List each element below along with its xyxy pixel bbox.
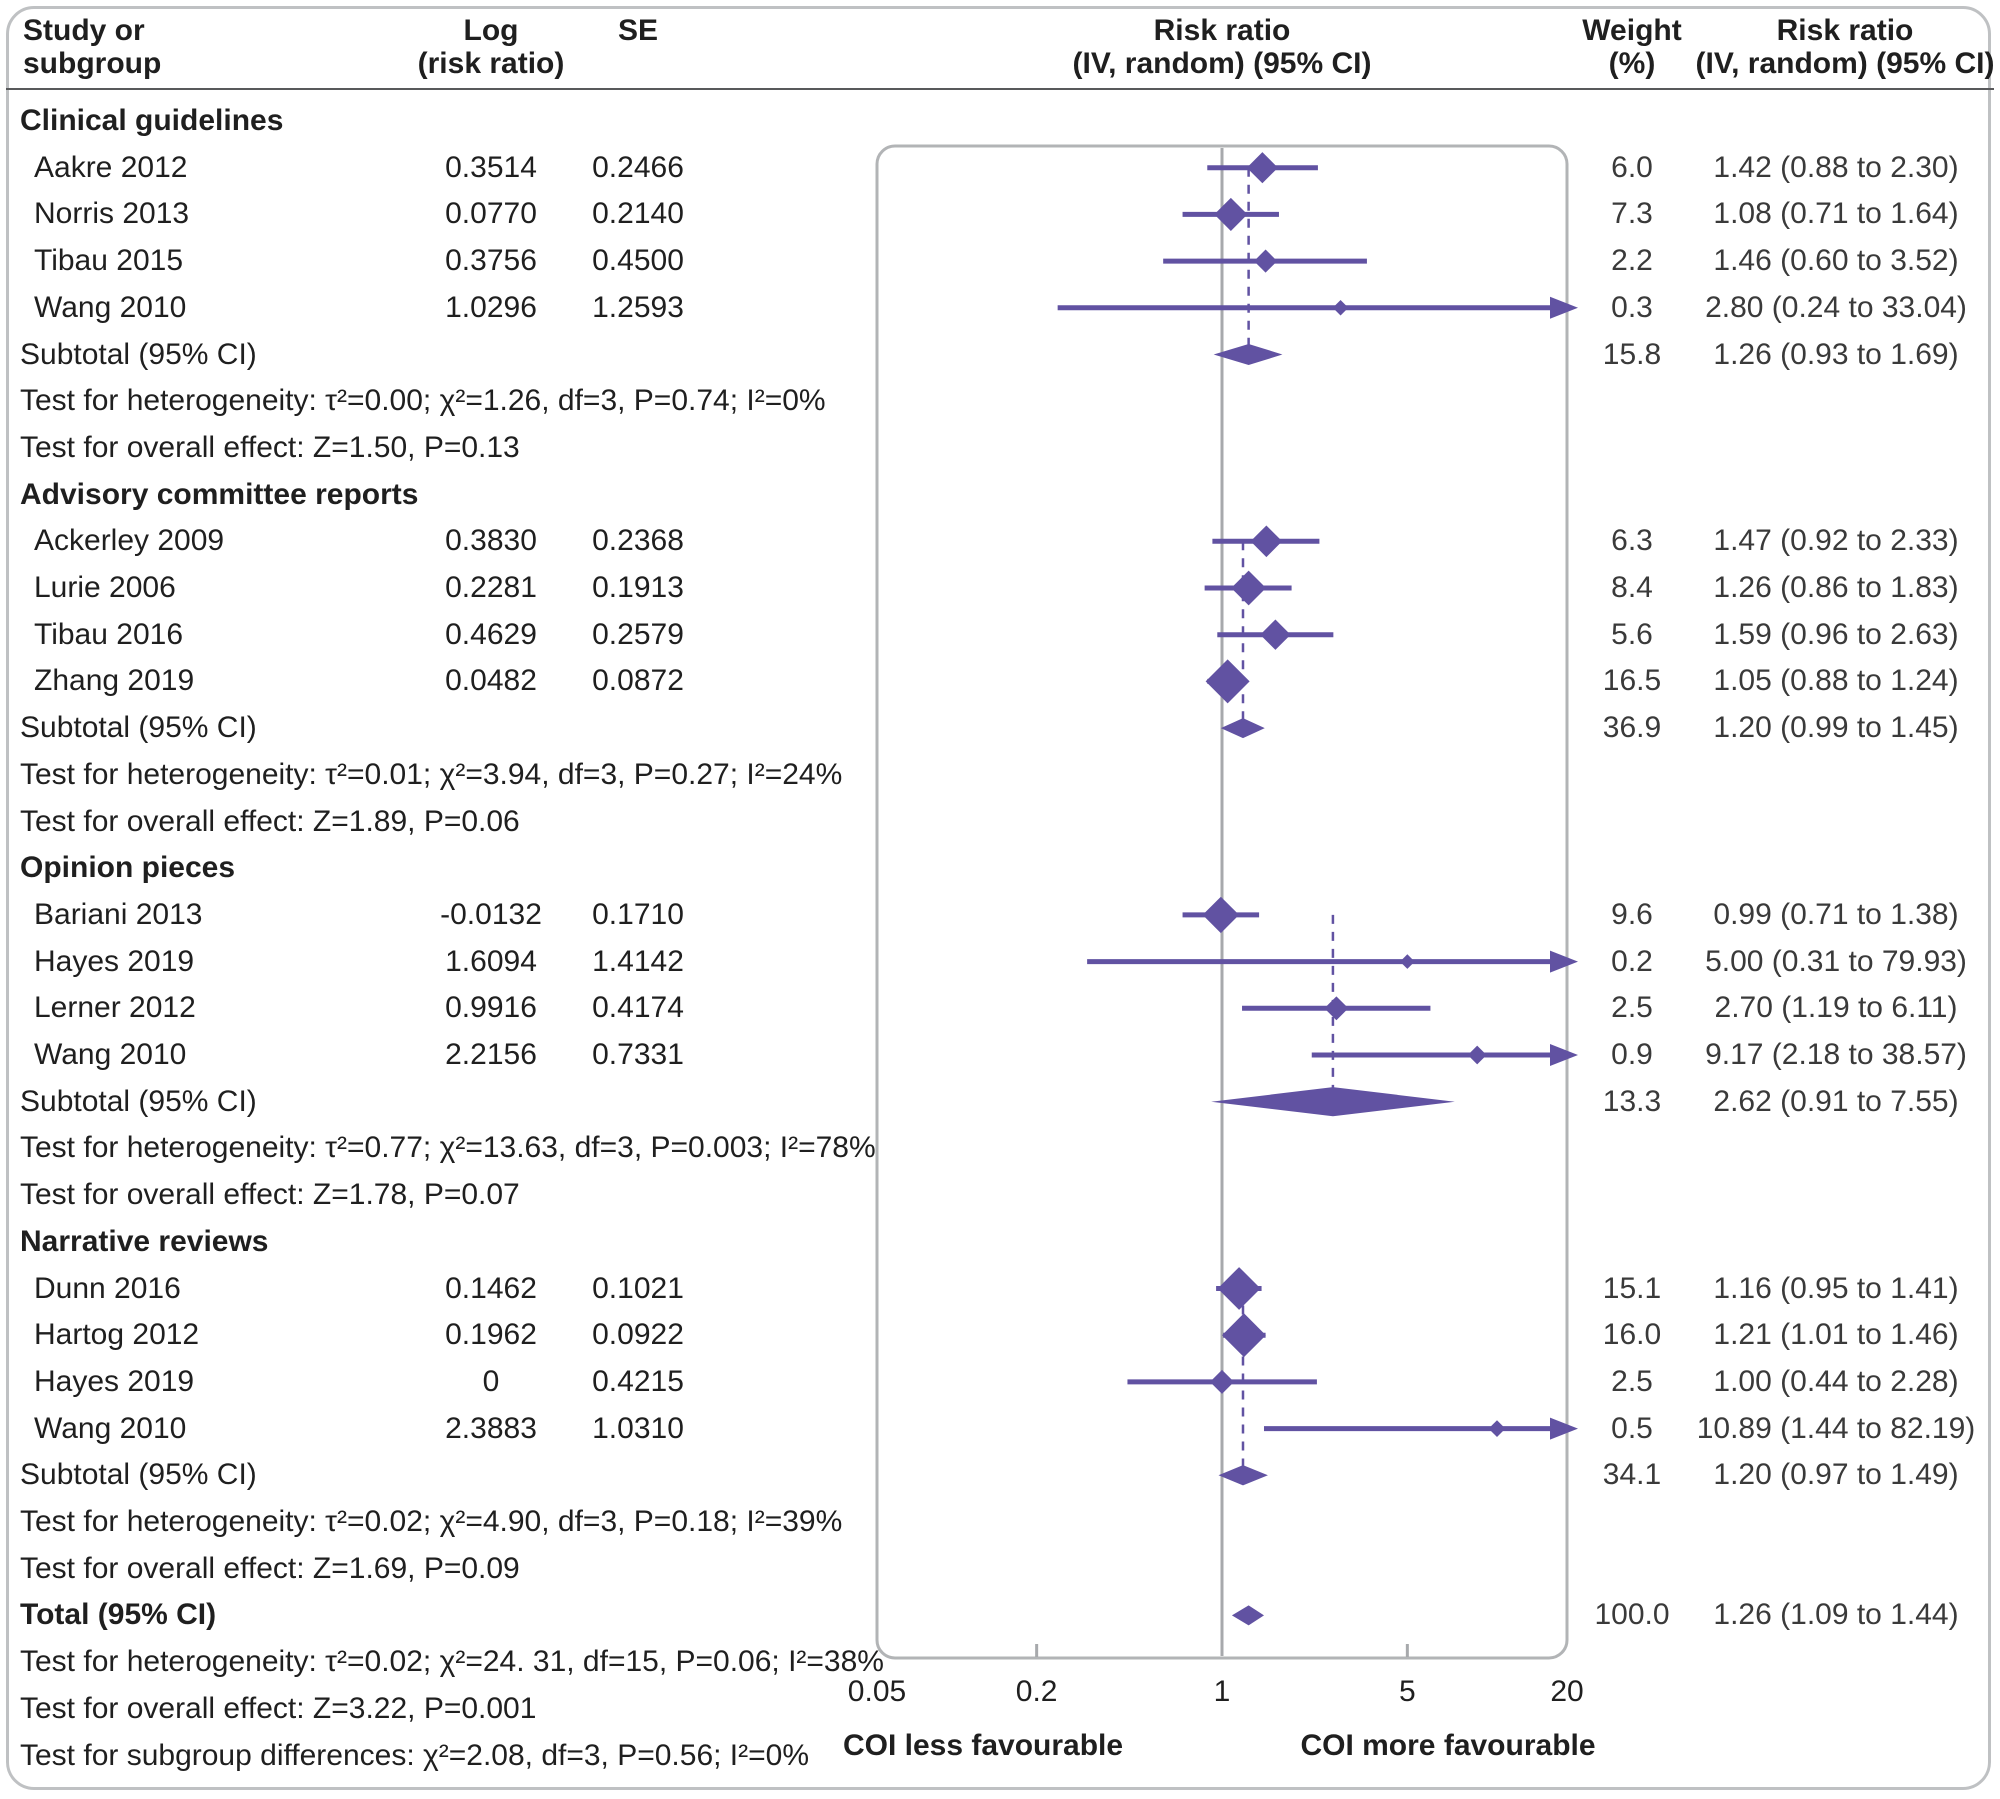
weight-value: 5.6 (1611, 617, 1653, 651)
se-value: 0.1913 (592, 571, 684, 604)
subtotal-pooled-diamond (1218, 1465, 1267, 1485)
se-value: 1.0310 (592, 1411, 684, 1445)
weight-value: 100.0 (1594, 1598, 1670, 1632)
risk-ratio-ci-value: 1.26 (0.86 to 1.83) (1713, 571, 1959, 604)
axis-tick-label: 0.05 (847, 1675, 907, 1708)
axis-tick-label: 0.2 (1015, 1675, 1058, 1708)
log-risk-ratio-value: 0.3756 (445, 244, 537, 278)
row-label: Norris 2013 (34, 197, 190, 231)
statistics-note: Test for overall effect: Z=1.50, P=0.13 (20, 430, 520, 464)
study-point-diamond (1218, 1267, 1261, 1310)
se-value: 0.2466 (592, 150, 684, 184)
row-label: Zhang 2019 (34, 664, 195, 698)
column-header-weight: Weight (1582, 14, 1682, 47)
weight-value: 2.2 (1611, 244, 1653, 278)
study-point-diamond (1251, 526, 1283, 558)
column-header-log: (risk ratio) (417, 47, 565, 80)
column-header-weight: (%) (1608, 47, 1656, 80)
log-risk-ratio-value: 1.6094 (445, 944, 537, 978)
weight-value: 0.3 (1611, 290, 1653, 324)
row-label: Bariani 2013 (34, 897, 203, 931)
subtotal-pooled-diamond (1214, 344, 1283, 365)
log-risk-ratio-value: 0.3514 (445, 150, 537, 184)
weight-value: 6.3 (1611, 524, 1653, 558)
column-header-study: subgroup (23, 47, 162, 80)
se-value: 0.1710 (592, 897, 684, 931)
risk-ratio-ci-value: 1.47 (0.92 to 2.33) (1713, 524, 1959, 558)
row-label: Subtotal (95% CI) (20, 1084, 257, 1118)
row-label: Ackerley 2009 (34, 524, 225, 558)
row-label: Wang 2010 (34, 290, 187, 324)
log-risk-ratio-value: 0.2281 (445, 571, 537, 604)
risk-ratio-ci-value: 2.70 (1.19 to 6.11) (1714, 991, 1958, 1025)
study-point-diamond (1333, 300, 1348, 315)
se-value: 0.4500 (592, 244, 684, 278)
row-label: Hartog 2012 (34, 1318, 200, 1352)
statistics-note: Test for heterogeneity: τ²=0.00; χ²=1.26, df=3, P=0.74; I²=0% (20, 384, 826, 418)
risk-ratio-ci-value: 1.16 (0.95 to 1.41) (1713, 1271, 1959, 1305)
row-label: Total (95% CI) (20, 1598, 217, 1632)
risk-ratio-ci-value: 1.42 (0.88 to 2.30) (1713, 150, 1959, 184)
risk-ratio-ci-value: 1.26 (1.09 to 1.44) (1713, 1598, 1959, 1632)
weight-value: 2.5 (1611, 991, 1653, 1025)
column-header-log: Log (463, 14, 519, 47)
subgroup-heading: Clinical guidelines (20, 104, 284, 137)
row-label: Tibau 2015 (34, 244, 184, 278)
row-label: Subtotal (95% CI) (20, 711, 257, 745)
risk-ratio-ci-value: 1.59 (0.96 to 2.63) (1713, 617, 1959, 651)
risk-ratio-ci-value: 1.26 (0.93 to 1.69) (1713, 337, 1959, 371)
se-value: 1.4142 (592, 944, 684, 978)
log-risk-ratio-value: 0.1462 (445, 1271, 537, 1305)
risk-ratio-ci-value: 1.05 (0.88 to 1.24) (1713, 664, 1959, 698)
row-label: Aakre 2012 (34, 150, 188, 184)
row-label: Wang 2010 (34, 1038, 187, 1071)
column-header-study: Study or (23, 14, 145, 47)
ci-clipped-arrow (1550, 951, 1578, 973)
statistics-note: Test for heterogeneity: τ²=0.02; χ²=4.90, df=3, P=0.18; I²=39% (20, 1505, 843, 1538)
statistics-note: Test for overall effect: Z=1.89, P=0.06 (20, 804, 520, 838)
risk-ratio-ci-value: 0.99 (0.71 to 1.38) (1713, 897, 1959, 931)
log-risk-ratio-value: 0.1962 (445, 1318, 537, 1352)
weight-value: 7.3 (1611, 197, 1653, 231)
study-point-diamond (1260, 619, 1290, 649)
se-value: 0.4174 (592, 991, 684, 1025)
subtotal-pooled-diamond (1211, 1087, 1455, 1116)
se-value: 0.4215 (592, 1364, 684, 1398)
row-label: Hayes 2019 (34, 1364, 195, 1398)
weight-value: 0.9 (1611, 1038, 1653, 1071)
se-value: 0.0872 (592, 664, 684, 698)
subgroup-heading: Narrative reviews (20, 1224, 269, 1258)
statistics-note: Test for subgroup differences: χ²=2.08, df=3, P=0.56; I²=0% (20, 1738, 810, 1772)
study-point-diamond (1222, 1313, 1266, 1357)
study-point-diamond (1214, 198, 1247, 231)
statistics-note: Test for heterogeneity: τ²=0.02; χ²=24. 31, df=15, P=0.06; I²=38% (20, 1645, 884, 1679)
study-point-diamond (1468, 1046, 1487, 1065)
column-header-rr: (IV, random) (95% CI) (1695, 47, 1995, 80)
ci-clipped-arrow (1550, 1044, 1578, 1066)
row-label: Subtotal (95% CI) (20, 337, 257, 371)
study-point-diamond (1400, 954, 1415, 969)
subgroup-heading: Advisory committee reports (20, 477, 419, 511)
log-risk-ratio-value: 0.4629 (445, 617, 537, 651)
ci-clipped-arrow (1550, 297, 1578, 319)
ci-clipped-arrow (1550, 1418, 1578, 1440)
log-risk-ratio-value: 0.3830 (445, 524, 537, 558)
weight-value: 16.5 (1602, 664, 1662, 698)
header-separator (6, 88, 1994, 90)
axis-tick-label: 1 (1213, 1675, 1231, 1708)
axis-tick-label: 5 (1399, 1675, 1416, 1708)
row-label: Lurie 2006 (34, 571, 176, 604)
risk-ratio-ci-value: 2.62 (0.91 to 7.55) (1713, 1084, 1959, 1118)
column-header-plot: (IV, random) (95% CI) (1072, 47, 1372, 80)
statistics-note: Test for overall effect: Z=3.22, P=0.001 (20, 1691, 537, 1725)
weight-value: 0.5 (1611, 1411, 1653, 1445)
risk-ratio-ci-value: 1.46 (0.60 to 3.52) (1713, 244, 1959, 278)
weight-value: 2.5 (1611, 1364, 1653, 1398)
risk-ratio-ci-value: 10.89 (1.44 to 82.19) (1696, 1411, 1976, 1445)
column-header-se: SE (617, 14, 659, 47)
log-risk-ratio-value: 1.0296 (445, 290, 537, 324)
axis-tick-label: 20 (1550, 1675, 1584, 1708)
study-point-diamond (1489, 1420, 1506, 1437)
se-value: 0.7331 (592, 1038, 684, 1071)
weight-value: 16.0 (1602, 1318, 1662, 1352)
statistics-note: Test for heterogeneity: τ²=0.77; χ²=13.63, df=3, P=0.003; I²=78% (20, 1131, 876, 1165)
risk-ratio-ci-value: 1.00 (0.44 to 2.28) (1713, 1364, 1959, 1398)
se-value: 0.2579 (592, 617, 684, 651)
weight-value: 6.0 (1611, 150, 1653, 184)
statistics-note: Test for overall effect: Z=1.78, P=0.07 (20, 1178, 520, 1212)
risk-ratio-ci-value: 1.21 (1.01 to 1.46) (1713, 1318, 1959, 1352)
study-point-diamond (1324, 996, 1348, 1020)
se-value: 0.1021 (592, 1271, 684, 1305)
weight-value: 15.8 (1602, 337, 1662, 371)
log-risk-ratio-value: 0.0770 (445, 197, 537, 231)
weight-value: 34.1 (1602, 1458, 1662, 1492)
risk-ratio-ci-value: 9.17 (2.18 to 38.57) (1705, 1038, 1967, 1071)
risk-ratio-ci-value: 1.08 (0.71 to 1.64) (1713, 197, 1959, 231)
study-point-diamond (1231, 571, 1266, 606)
subtotal-pooled-diamond (1221, 718, 1265, 738)
overall-pooled-diamond (1232, 1605, 1264, 1625)
column-header-plot: Risk ratio (1153, 14, 1291, 47)
risk-ratio-ci-value: 5.00 (0.31 to 79.93) (1705, 944, 1967, 978)
row-label: Lerner 2012 (34, 991, 196, 1025)
risk-ratio-ci-value: 1.20 (0.99 to 1.45) (1713, 711, 1959, 745)
statistics-note: Test for heterogeneity: τ²=0.01; χ²=3.94, df=3, P=0.27; I²=24% (20, 757, 843, 791)
se-value: 0.0922 (592, 1318, 684, 1352)
weight-value: 36.9 (1602, 711, 1662, 745)
axis-direction-label-right: COI more favourable (1300, 1729, 1596, 1762)
risk-ratio-ci-value: 2.80 (0.24 to 33.04) (1705, 290, 1967, 324)
study-point-diamond (1210, 1370, 1234, 1394)
log-risk-ratio-value: -0.0132 (440, 897, 542, 931)
row-label: Wang 2010 (34, 1411, 187, 1445)
weight-value: 13.3 (1602, 1084, 1662, 1118)
se-value: 1.2593 (592, 290, 684, 324)
row-label: Dunn 2016 (34, 1271, 181, 1305)
se-value: 0.2140 (592, 197, 684, 231)
study-point-diamond (1203, 897, 1239, 933)
column-header-rr: Risk ratio (1776, 14, 1914, 47)
log-risk-ratio-value: 0 (482, 1364, 500, 1398)
log-risk-ratio-value: 2.3883 (445, 1411, 537, 1445)
se-value: 0.2368 (592, 524, 684, 558)
risk-ratio-ci-value: 1.20 (0.97 to 1.49) (1713, 1458, 1959, 1492)
axis-direction-label-left: COI less favourable (842, 1729, 1124, 1762)
weight-value: 0.2 (1611, 944, 1653, 978)
weight-value: 15.1 (1602, 1271, 1662, 1305)
weight-value: 9.6 (1611, 897, 1653, 931)
subgroup-heading: Opinion pieces (20, 851, 236, 885)
row-label: Hayes 2019 (34, 944, 195, 978)
log-risk-ratio-value: 0.9916 (445, 991, 537, 1025)
study-point-diamond (1254, 250, 1277, 273)
log-risk-ratio-value: 0.0482 (445, 664, 537, 698)
study-point-diamond (1247, 152, 1278, 183)
statistics-note: Test for overall effect: Z=1.69, P=0.09 (20, 1551, 520, 1585)
log-risk-ratio-value: 2.2156 (445, 1038, 537, 1071)
row-label: Tibau 2016 (34, 617, 184, 651)
weight-value: 8.4 (1611, 571, 1653, 604)
row-label: Subtotal (95% CI) (20, 1458, 257, 1492)
